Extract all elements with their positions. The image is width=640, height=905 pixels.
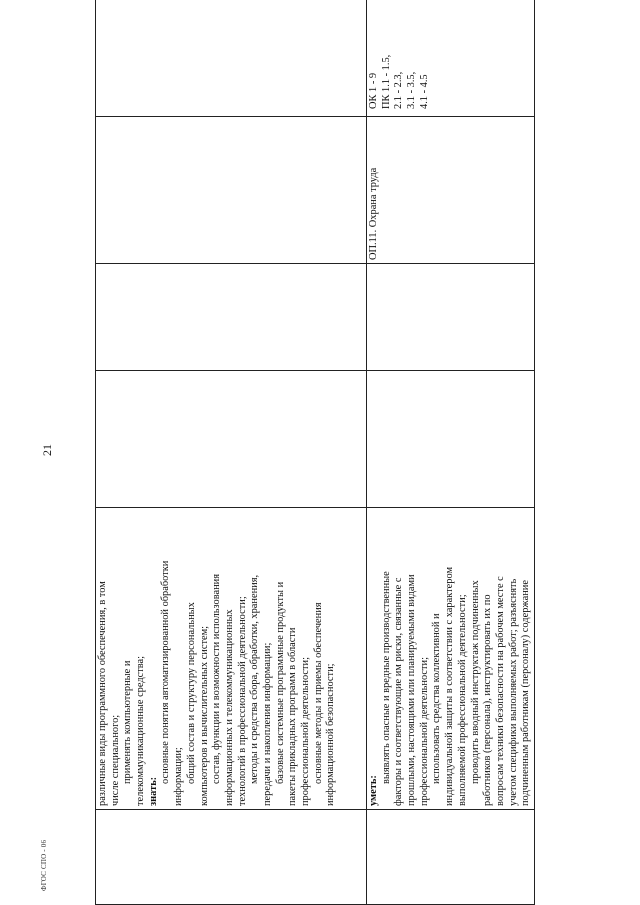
text-line: информации; (173, 747, 185, 806)
text-line: подчиненным работникам (персоналу) содержание (520, 580, 532, 806)
table-row (367, 0, 535, 905)
hours-cell-2 (96, 264, 367, 371)
index-cell (367, 810, 535, 905)
competence-code: 4.1 - 4.5 (418, 74, 430, 109)
text-line: применять компьютерные и (122, 660, 134, 784)
hours-cell (96, 371, 367, 508)
text-line: основные методы и приемы обеспечения (312, 602, 324, 784)
competence-code: 3.1 - 3.5, (406, 71, 418, 109)
text-line: различные виды программного обеспечения, в том (97, 581, 108, 806)
requirements-cell (96, 508, 367, 810)
competence-code: ОК 1 - 9 (368, 72, 379, 109)
text-line: выявлять опасные и вредные производственные (380, 571, 392, 784)
text-line: пакеты прикладных программ в области (287, 627, 299, 806)
competence-code: 2.1 - 2.3, (393, 71, 405, 109)
footer-label: ФГОС СПО - 06 (40, 839, 48, 891)
text-line: телекоммуникационные средства; (135, 655, 147, 806)
requirements-text (368, 511, 533, 806)
hours-cell (367, 371, 535, 508)
text-line: прошлыми, настоящими или планируемыми видами (406, 574, 418, 806)
text-line: технологий в профессиональной деятельности; (236, 596, 248, 806)
text-line: методы и средства сбора, обработки, хранения, (249, 574, 261, 784)
text-line: базовые системные программные продукты и (274, 581, 286, 784)
requirements-text (97, 511, 338, 806)
requirements-cell (367, 508, 535, 810)
text-line: общий состав и структуру персональных (185, 602, 197, 784)
index-cell (96, 810, 367, 905)
text-line: передачи и накопления информации; (261, 642, 273, 806)
text-line: уметь: (368, 775, 379, 806)
page-number: 21 (40, 444, 54, 456)
text-line: работников (персонала), инструктировать их по (482, 594, 494, 806)
competence-code: ПК 1.1 - 1.5, (380, 54, 392, 109)
discipline-cell (96, 117, 367, 264)
curriculum-table (95, 0, 535, 905)
text-line: знать: (147, 776, 159, 806)
text-line: индивидуальной защиты в соответствии с характером (444, 566, 456, 806)
hours-cell-2 (367, 264, 535, 371)
text-line: компьютеров и вычислительных систем; (198, 625, 210, 806)
competence-cell (96, 0, 367, 117)
text-line: числе специального; (109, 714, 121, 806)
text-line: факторы и соответствующие им риски, связанные с (393, 577, 405, 806)
discipline-name: ОП.11. Охрана труда (368, 167, 379, 260)
text-line: профессиональной деятельности; (418, 656, 430, 806)
text-line: профессиональной деятельности; (300, 656, 311, 806)
text-line: состав, функции и возможности использования (211, 573, 223, 784)
competence-cell (367, 0, 535, 117)
text-line: основные понятия автоматизированной обработки (160, 560, 172, 784)
table-row (96, 0, 367, 905)
discipline-cell (367, 117, 535, 264)
text-line: учетом специфики выполняемых работ; разъяснять (507, 578, 519, 806)
text-line: использовать средства коллективной и (431, 613, 443, 784)
competence-list (368, 0, 431, 113)
text-line: вопросам техники безопасности на рабочем месте с (494, 576, 506, 806)
text-line: проводить вводный инструктаж подчиненных (469, 580, 481, 784)
text-line: выполняемой профессиональной деятельности; (456, 594, 468, 806)
text-line: информационных и телекоммуникационных (223, 609, 235, 806)
text-line: информационной безопасности; (325, 663, 337, 806)
